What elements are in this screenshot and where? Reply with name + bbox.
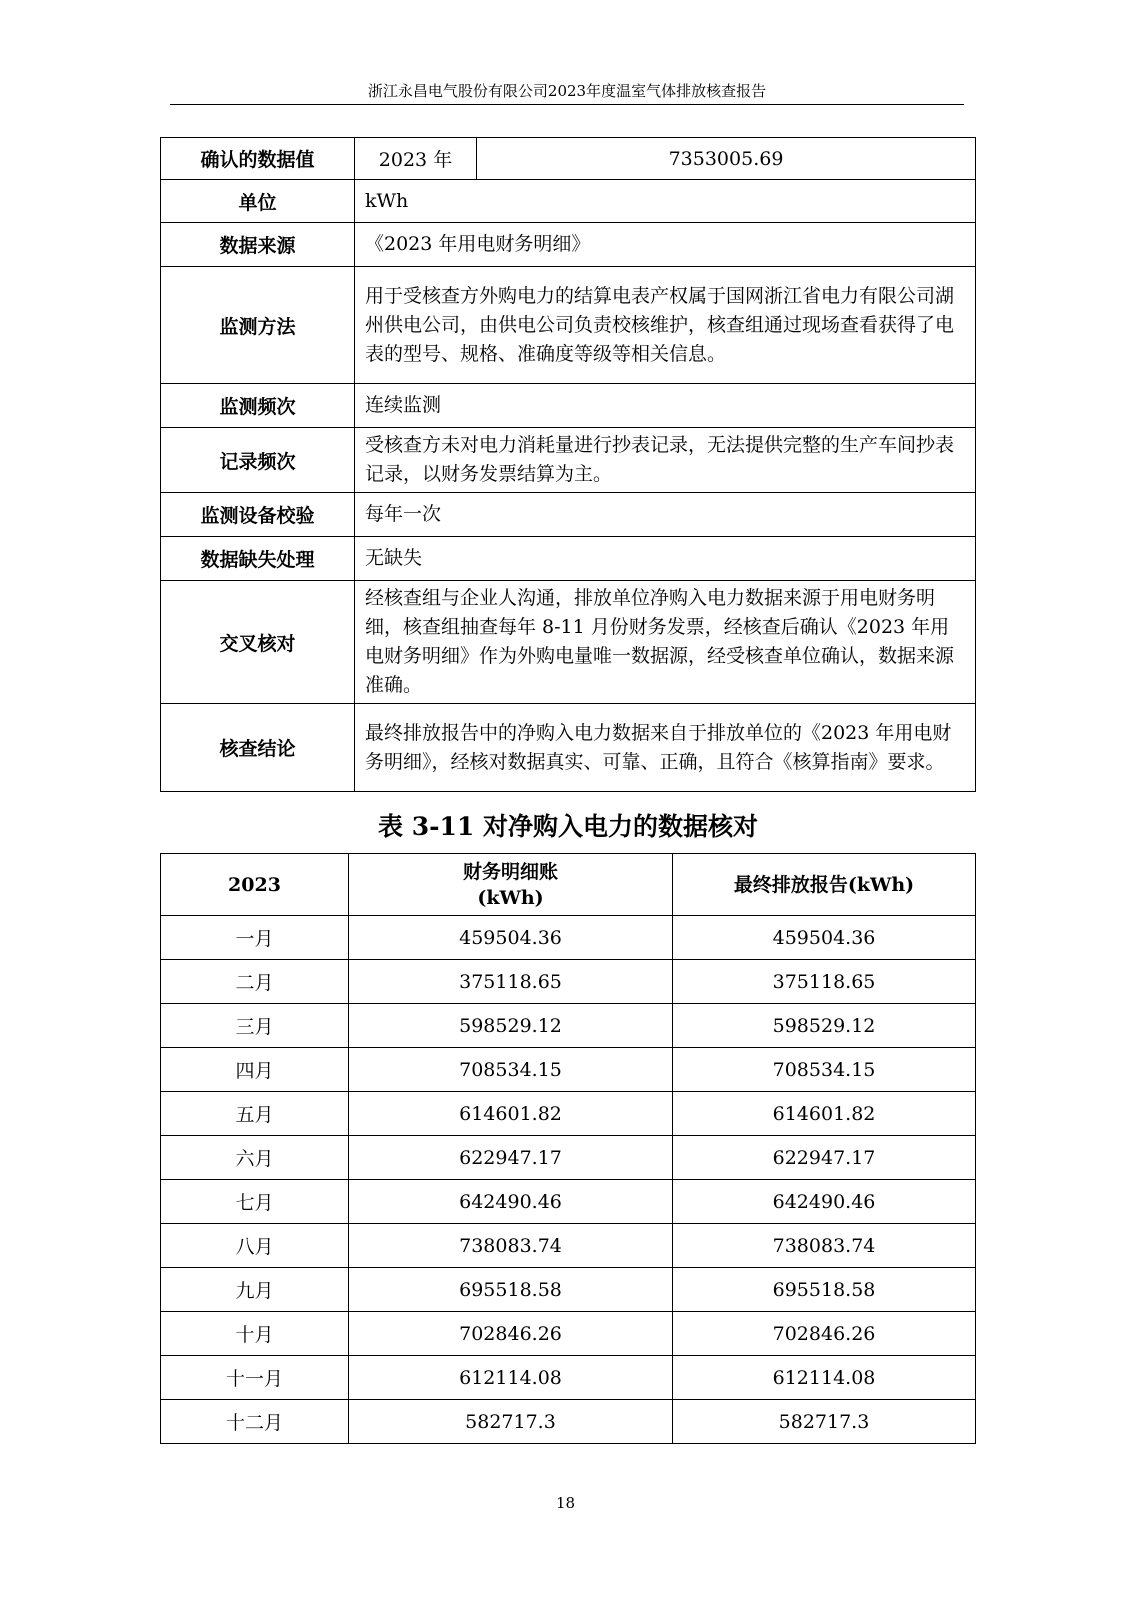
- month-cell: 六月: [161, 1136, 349, 1180]
- month-cell: 五月: [161, 1092, 349, 1136]
- row-value: 最终排放报告中的净购入电力数据来自于排放单位的《2023 年用电财务明细》，经核对数据真实、可靠、正确，且符合《核算指南》要求。: [355, 704, 976, 792]
- row-label: 单位: [161, 180, 355, 223]
- row-label: 数据来源: [161, 223, 355, 267]
- report-value-cell: 614601.82: [673, 1092, 976, 1136]
- month-cell: 一月: [161, 916, 349, 960]
- month-cell: 八月: [161, 1224, 349, 1268]
- table-row: [161, 138, 976, 180]
- month-cell: 十一月: [161, 1356, 349, 1400]
- table-row: [161, 916, 976, 960]
- table-row: [161, 493, 976, 537]
- page-number: 18: [555, 1494, 576, 1512]
- row-value: 连续监测: [355, 384, 976, 428]
- report-value-cell: 375118.65: [673, 960, 976, 1004]
- report-value-cell: 702846.26: [673, 1312, 976, 1356]
- month-cell: 十月: [161, 1312, 349, 1356]
- report-value-cell: 459504.36: [673, 916, 976, 960]
- month-cell: 七月: [161, 1180, 349, 1224]
- row-value: 经核查组与企业人沟通，排放单位净购入电力数据来源于用电财务明细，核查组抽查每年 8-11 月份财务发票，经核查后确认《2023 年用电财务明细》作为外购电量唯一数据源，经受核查单位确认，数据来源准确。: [355, 581, 976, 704]
- report-value-cell: 642490.46: [673, 1180, 976, 1224]
- row-label: 监测方法: [161, 267, 355, 384]
- ledger-value-cell: 642490.46: [349, 1180, 673, 1224]
- month-cell: 二月: [161, 960, 349, 1004]
- row-label: 记录频次: [161, 428, 355, 493]
- row-label: 核查结论: [161, 704, 355, 792]
- table-row: [161, 1004, 976, 1048]
- report-value-cell: 708534.15: [673, 1048, 976, 1092]
- electricity-data-details-table: [160, 137, 976, 792]
- row-label: 监测设备校验: [161, 493, 355, 537]
- row-value: 《2023 年用电财务明细》: [355, 223, 976, 267]
- ledger-value-cell: 459504.36: [349, 916, 673, 960]
- report-value-cell: 695518.58: [673, 1268, 976, 1312]
- header-year: 2023: [161, 854, 349, 916]
- header-final-report: 最终排放报告(kWh): [673, 854, 976, 916]
- table-row: [161, 1224, 976, 1268]
- ledger-value-cell: 622947.17: [349, 1136, 673, 1180]
- table-row: [161, 428, 976, 493]
- report-value-cell: 582717.3: [673, 1400, 976, 1444]
- header-divider: [170, 104, 964, 105]
- table-row: [161, 1136, 976, 1180]
- report-value-cell: 612114.08: [673, 1356, 976, 1400]
- row-value: 用于受核查方外购电力的结算电表产权属于国网浙江省电力有限公司湖州供电公司，由供电公司负责校核维护，核查组通过现场查看获得了电表的型号、规格、准确度等级等相关信息。: [355, 267, 976, 384]
- table-row: [161, 384, 976, 428]
- confirmed-value-amount: 7353005.69: [477, 138, 976, 180]
- row-value: 受核查方未对电力消耗量进行抄表记录，无法提供完整的生产车间抄表记录，以财务发票结算为主。: [355, 428, 976, 493]
- row-value: 每年一次: [355, 493, 976, 537]
- table-row: [161, 1312, 976, 1356]
- table-row: [161, 180, 976, 223]
- table-row: [161, 1048, 976, 1092]
- header-financial-ledger-text: 财务明细账 (kWh): [462, 860, 558, 909]
- table-row: [161, 1356, 976, 1400]
- page-header-title: 浙江永昌电气股份有限公司2023年度温室气体排放核查报告: [367, 82, 767, 100]
- report-value-cell: 622947.17: [673, 1136, 976, 1180]
- row-value: kWh: [355, 180, 976, 223]
- ledger-value-cell: 612114.08: [349, 1356, 673, 1400]
- report-value-cell: 738083.74: [673, 1224, 976, 1268]
- month-cell: 十二月: [161, 1400, 349, 1444]
- confirmed-value-year: 2023 年: [355, 138, 477, 180]
- ledger-value-cell: 614601.82: [349, 1092, 673, 1136]
- table-row: [161, 223, 976, 267]
- table-header-row: [161, 854, 976, 916]
- table-caption: 表 3-11 对净购入电力的数据核对: [378, 812, 758, 841]
- month-cell: 九月: [161, 1268, 349, 1312]
- ledger-value-cell: 738083.74: [349, 1224, 673, 1268]
- ledger-value-cell: 708534.15: [349, 1048, 673, 1092]
- table-row: [161, 1092, 976, 1136]
- table-row: [161, 1180, 976, 1224]
- table-row: [161, 267, 976, 384]
- table-row: [161, 704, 976, 792]
- report-value-cell: 598529.12: [673, 1004, 976, 1048]
- ledger-value-cell: 695518.58: [349, 1268, 673, 1312]
- month-cell: 三月: [161, 1004, 349, 1048]
- table-row: [161, 581, 976, 704]
- table-row: [161, 1400, 976, 1444]
- ledger-value-cell: 702846.26: [349, 1312, 673, 1356]
- table-row: [161, 960, 976, 1004]
- ledger-value-cell: 375118.65: [349, 960, 673, 1004]
- row-label: 交叉核对: [161, 581, 355, 704]
- row-label: 数据缺失处理: [161, 537, 355, 581]
- month-cell: 四月: [161, 1048, 349, 1092]
- row-label: 监测频次: [161, 384, 355, 428]
- table-row: [161, 537, 976, 581]
- table-row: [161, 1268, 976, 1312]
- ledger-value-cell: 598529.12: [349, 1004, 673, 1048]
- row-value: 无缺失: [355, 537, 976, 581]
- ledger-value-cell: 582717.3: [349, 1400, 673, 1444]
- confirmed-value-label: 确认的数据值: [161, 138, 355, 180]
- monthly-electricity-check-table: [160, 853, 976, 1444]
- header-financial-ledger: [349, 854, 673, 916]
